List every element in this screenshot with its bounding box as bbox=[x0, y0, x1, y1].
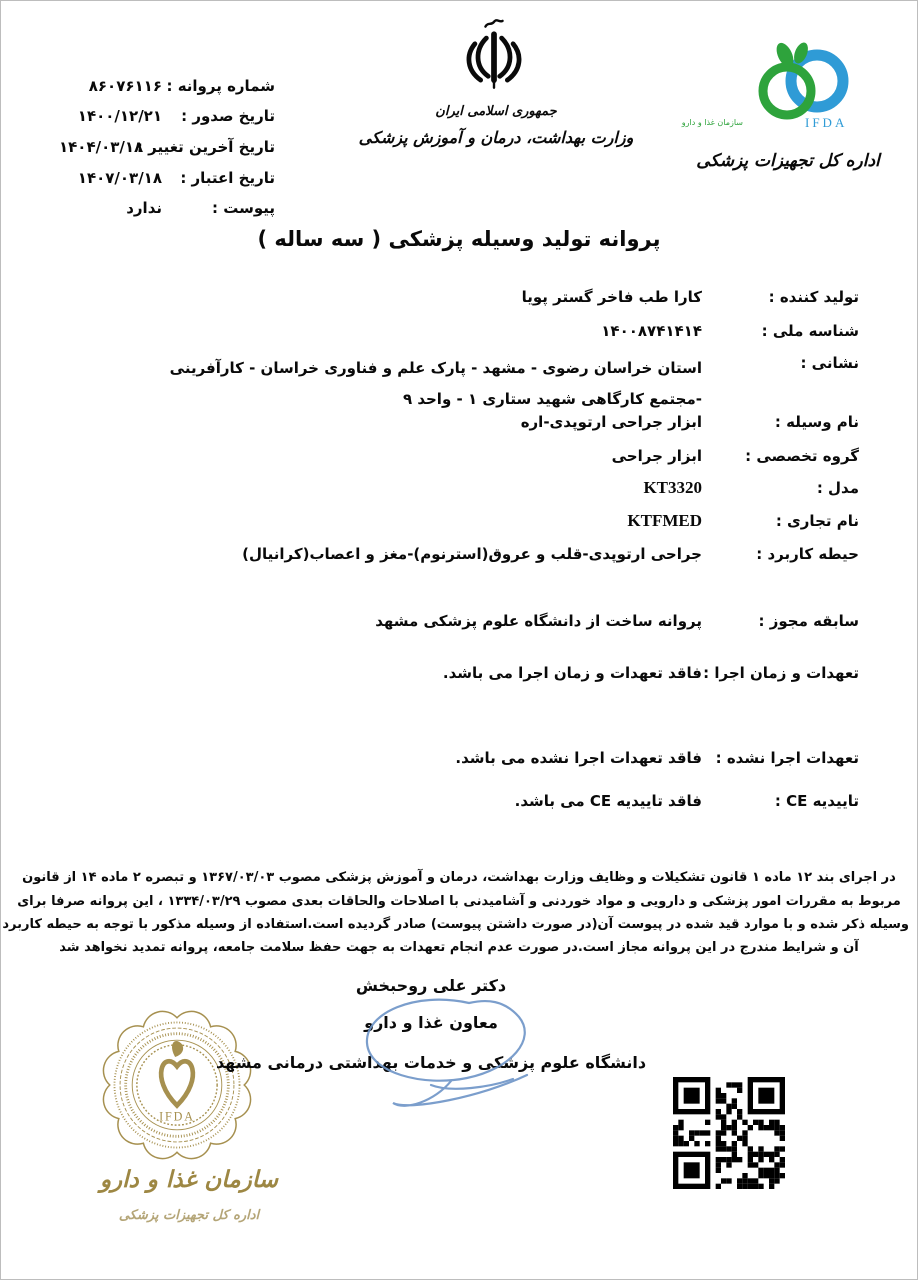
signatory-organization: دانشگاه علوم پزشکی و خدمات بهداشتی درمانی مشهد bbox=[215, 1053, 647, 1072]
meta-value: ۱۴۰۴/۰۳/۱۸ bbox=[59, 138, 144, 156]
legal-text-line: آن و شرایط مندرج در این پروانه مجاز است.در صورت عدم انجام تعهدات به جهت حفظ سلامت جامعه، پروانه تمدید نخواهد شد bbox=[59, 940, 859, 955]
field-row-national-id bbox=[59, 321, 859, 343]
meta-value: ۱۴۰۷/۰۳/۱۸ bbox=[77, 169, 162, 187]
field-value: ابزار جراحی bbox=[611, 447, 702, 465]
field-label: حیطه کاربرد : bbox=[756, 545, 859, 563]
field-row-unfulfilled-commitments bbox=[59, 748, 859, 770]
field-value: KT3320 bbox=[643, 478, 702, 497]
legal-text-line: وسیله ذکر شده و با موارد قید شده در پیوست آن(در صورت داشتن پیوست) صادر گردیده است.استفاده از وسیله مذکور با توجه به حیطه کاربرد bbox=[2, 917, 909, 932]
legal-text-line: مربوط به مقررات امور پزشکی و دارویی و مواد خوردنی و آشامیدنی با اصلاحات والحاقات بعدی مصوب ۱۳۳۴/۰۳/۲۹ ، این پروانه صرفا برای bbox=[17, 894, 901, 909]
field-row-ce-approval bbox=[59, 791, 859, 813]
field-row-address bbox=[59, 353, 859, 415]
field-row-commitments bbox=[59, 663, 859, 685]
field-label: نشانی : bbox=[800, 354, 859, 372]
meta-label: پیوست : bbox=[211, 199, 275, 217]
gov-line-ministry: وزارت بهداشت، درمان و آموزش پزشکی bbox=[358, 128, 634, 147]
field-label: سابقه مجوز : bbox=[758, 612, 859, 630]
field-row-model bbox=[59, 478, 859, 500]
meta-row bbox=[59, 199, 275, 217]
meta-row bbox=[59, 169, 275, 187]
field-value: فاقد تاییدیه CE می باشد. bbox=[514, 792, 702, 810]
legal-text-line: در اجرای بند ۱۲ ماده ۱ قانون تشکیلات و وظایف وزارت بهداشت، درمان و آموزش پزشکی مصوب ۱۳۶۷/۰۳/۰۳ و تبصره ۲ ماده ۱۴ از قانون bbox=[22, 870, 896, 885]
field-value: جراحی ارتوپدی-قلب و عروق(استرنوم)-مغز و اعصاب(کرانیال) bbox=[242, 545, 702, 563]
department-title: اداره کل تجهیزات پزشکی bbox=[696, 151, 880, 171]
field-label: گروه تخصصی : bbox=[745, 447, 859, 465]
signature-scribble-icon bbox=[331, 989, 601, 1129]
ifda-logo-small-text: سازمان غذا و دارو bbox=[681, 118, 743, 127]
field-row-device-name bbox=[59, 412, 859, 434]
ifda-logo-icon bbox=[681, 37, 863, 145]
field-label: تولید کننده : bbox=[768, 288, 859, 306]
field-label: نام وسیله : bbox=[774, 413, 859, 431]
field-row-trade-name bbox=[59, 511, 859, 533]
field-value: فاقد تعهدات اجرا نشده می باشد. bbox=[455, 749, 702, 767]
meta-label: شماره پروانه : bbox=[166, 77, 275, 95]
meta-row bbox=[59, 77, 275, 95]
field-value: کارا طب فاخر گستر پویا bbox=[521, 288, 702, 306]
meta-value: ندارد bbox=[126, 199, 162, 217]
meta-label: تاریخ صدور : bbox=[181, 107, 275, 125]
field-row-manufacturer bbox=[59, 287, 859, 309]
field-value: استان خراسان رضوی - مشهد - پارک علم و فناوری خراسان - کارآفرینی -مجتمع کارگاهی شهید ستاری ۱ - واحد ۹ bbox=[169, 359, 702, 408]
iran-coat-of-arms-icon bbox=[446, 19, 542, 103]
field-row-specialty-group bbox=[59, 446, 859, 468]
document-title: پروانه تولید وسیله پزشکی ( سه ساله ) bbox=[257, 227, 661, 251]
ifda-logo-text: IFDA bbox=[805, 115, 848, 130]
meta-row bbox=[59, 107, 275, 125]
field-row-application-scope bbox=[59, 544, 859, 566]
field-row-license-history bbox=[59, 611, 859, 633]
field-label: تاییدیه CE : bbox=[774, 792, 859, 810]
signatory-role: معاون غذا و دارو bbox=[364, 1013, 498, 1032]
field-label: تعهدات اجرا نشده : bbox=[715, 749, 859, 767]
seal-logo-text: IFDA bbox=[159, 1109, 195, 1124]
qr-code bbox=[673, 1077, 785, 1189]
meta-value: ۸۶۰۷۶۱۱۶ bbox=[88, 77, 162, 95]
seal-department-text: اداره کل تجهیزات پزشکی bbox=[118, 1208, 260, 1223]
field-value: فاقد تعهدات و زمان اجرا می باشد. bbox=[442, 664, 702, 682]
seal-organization-text: سازمان غذا و دارو bbox=[99, 1167, 279, 1193]
field-label: تعهدات و زمان اجرا : bbox=[703, 664, 859, 682]
meta-label: تاریخ اعتبار : bbox=[180, 169, 275, 187]
field-value: ابزار جراحی ارتوپدی-اره bbox=[520, 413, 702, 431]
field-label: نام تجاری : bbox=[775, 512, 859, 530]
meta-label: تاریخ آخرین تغییر : bbox=[136, 138, 275, 156]
field-value: پروانه ساخت از دانشگاه علوم پزشکی مشهد bbox=[375, 612, 702, 630]
field-value: KTFMED bbox=[627, 511, 702, 530]
signatory-name: دکتر علی روحبخش bbox=[355, 976, 507, 995]
meta-row bbox=[59, 138, 275, 156]
gov-line-country: جمهوری اسلامی ایران bbox=[435, 104, 557, 119]
field-label: شناسه ملی : bbox=[761, 322, 859, 340]
meta-value: ۱۴۰۰/۱۲/۲۱ bbox=[77, 107, 162, 125]
field-value: ۱۴۰۰۸۷۴۱۴۱۴ bbox=[601, 322, 702, 340]
field-label: مدل : bbox=[816, 479, 859, 497]
